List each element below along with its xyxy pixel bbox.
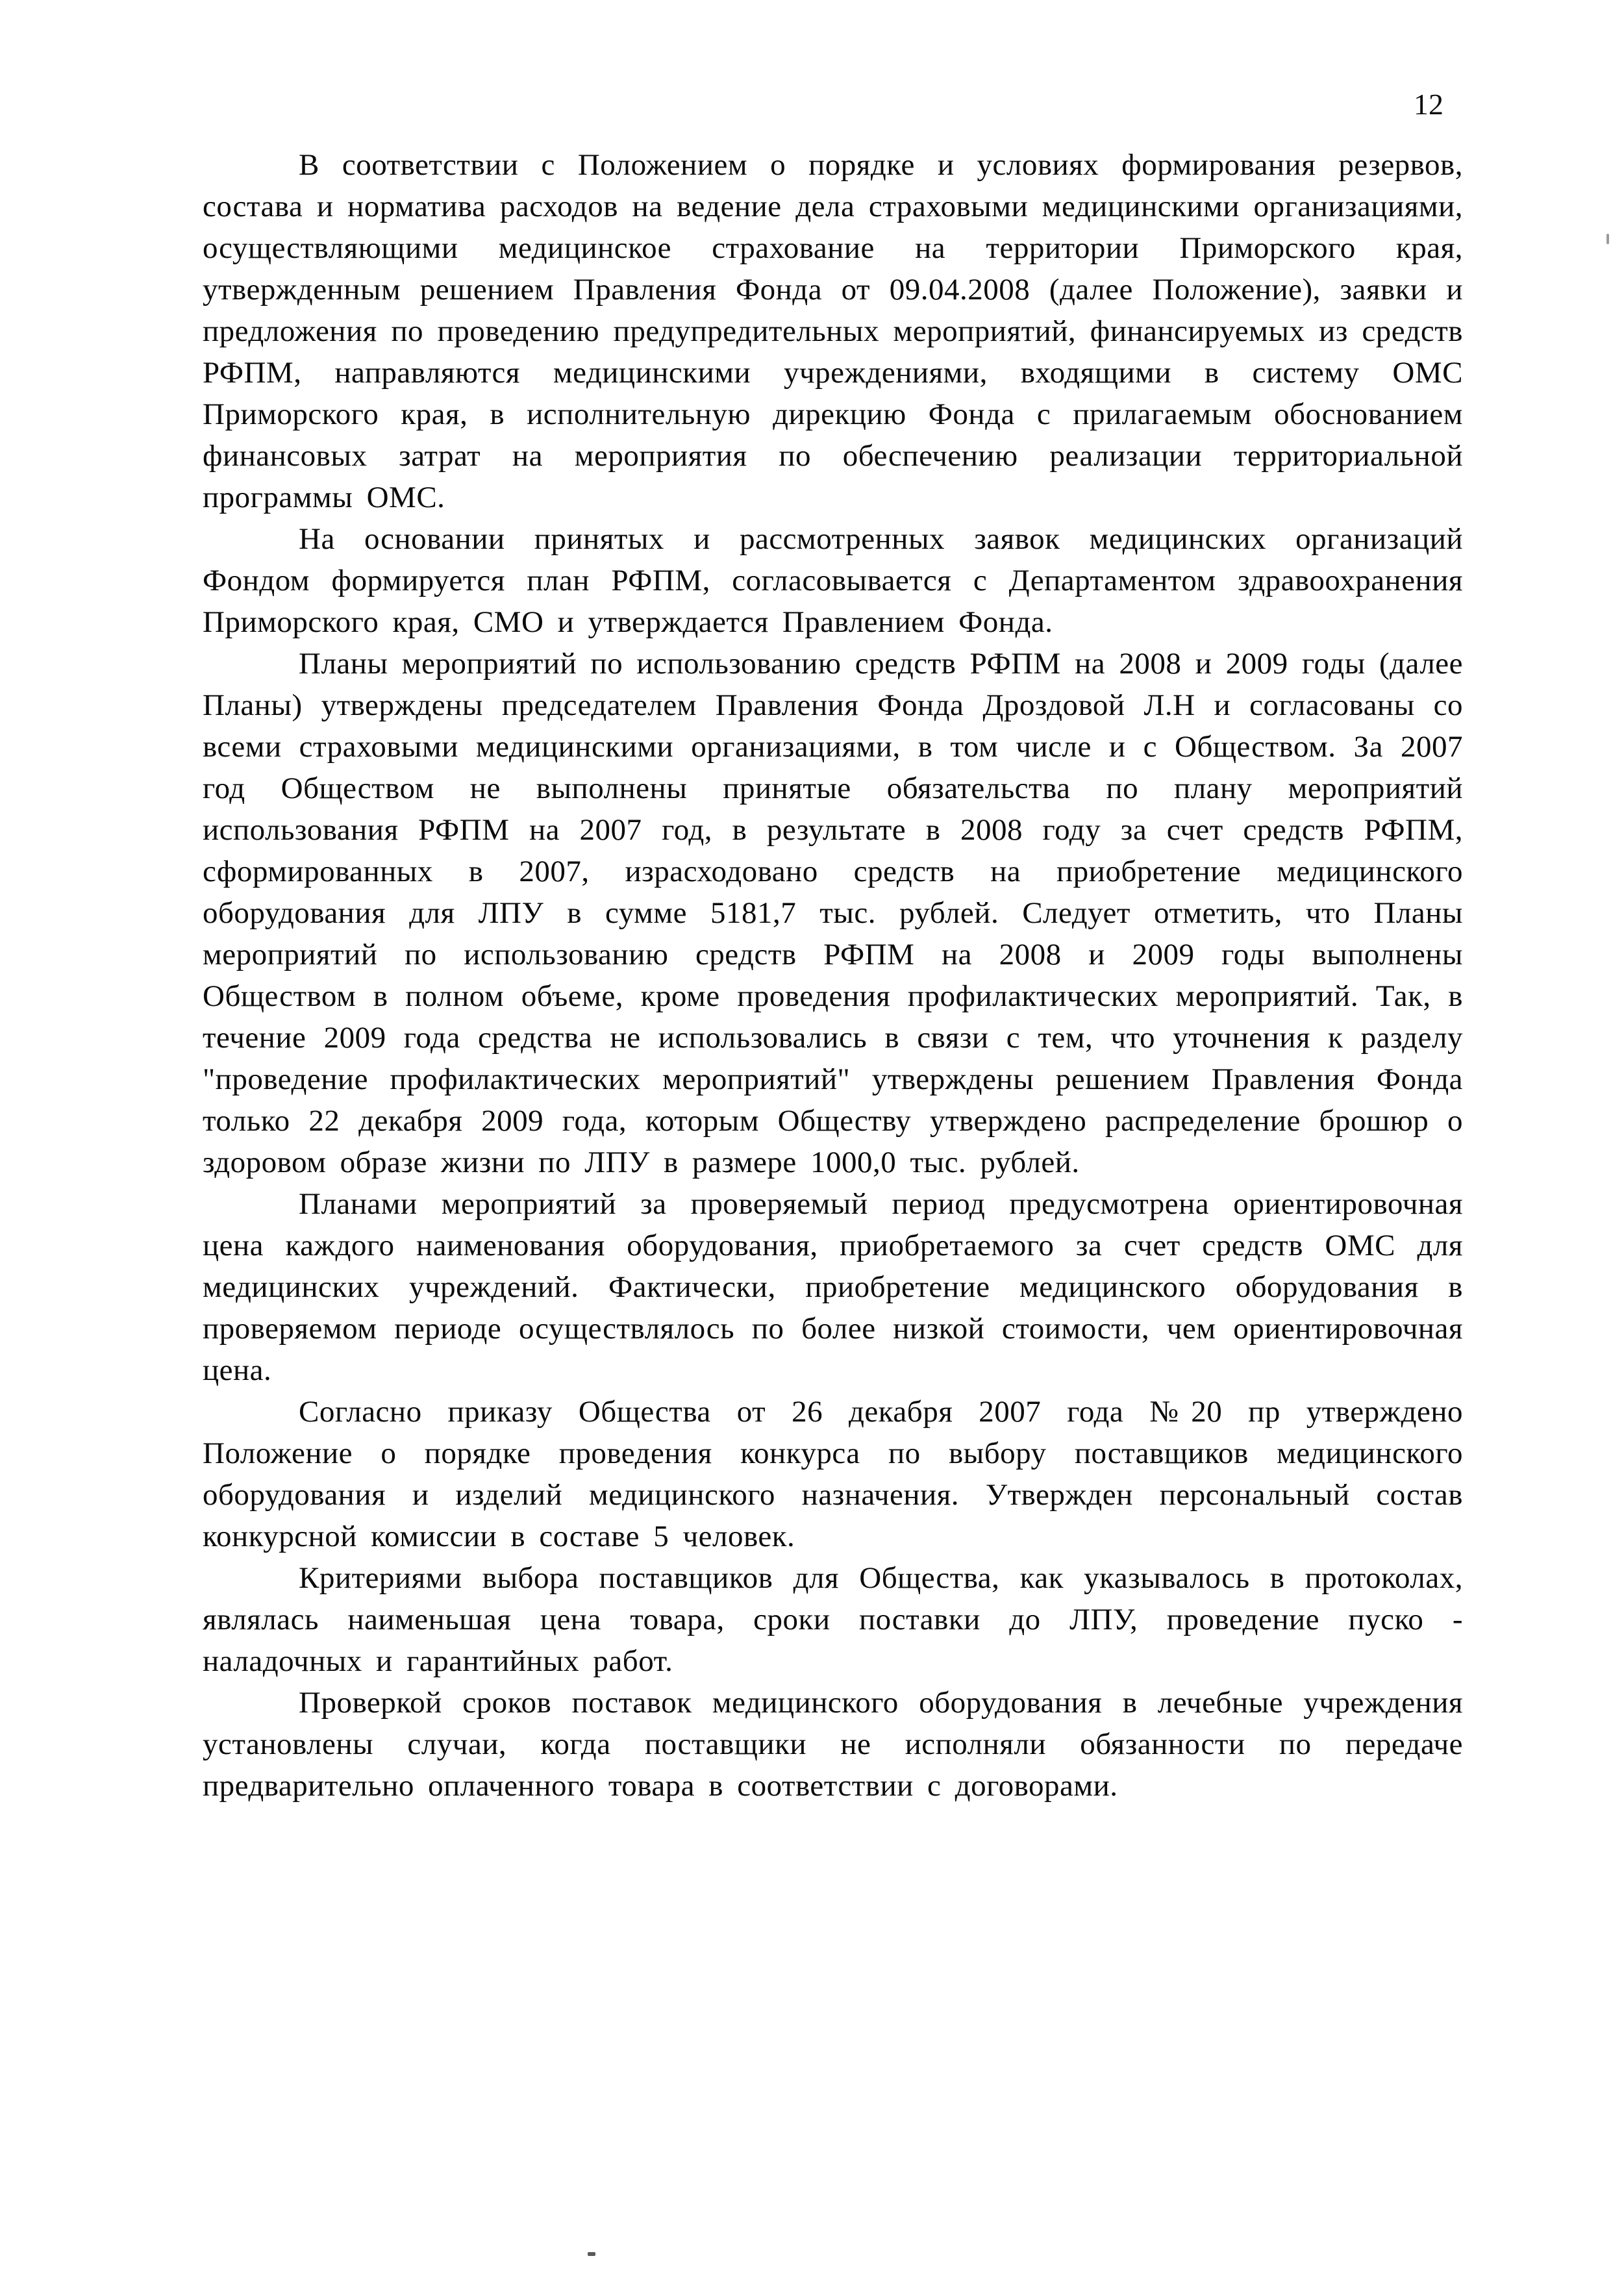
document-body [203,144,1463,1807]
scan-artifact-speck [588,2252,595,2256]
paragraph-estimated-price: Планами мероприятий за проверяемый период предусмотрена ориентировочная цена каждого наименования оборудования, приобретаемого за счет средств ОМС для медицинских учреждений. Фактически, приобретение медицинского оборудования в проверяемом периоде осуществлялось по более низкой стоимости, чем ориентировочная цена. [203,1187,1463,1387]
paragraph-plans-2008-2009: Планы мероприятий по использованию средств РФПМ на 2008 и 2009 годы (далее Планы) утверждены председателем Правления Фонда Дроздовой Л.Н и согласованы со всеми страховыми медицинскими организациями, в том числе и с Обществом. За 2007 год Обществом не выполнены принятые обязательства по плану мероприятий использования РФПМ на 2007 год, в результате в 2008 году за счет средств РФПМ, сформированных в 2007, израсходовано средств на приобретение медицинского оборудования для ЛПУ в сумме 5181,7 тыс. рублей. Следует отметить, что Планы мероприятий по использованию средств РФПМ на 2008 и 2009 годы выполнены Обществом в полном объеме, кроме проведения профилактических мероприятий. Так, в течение 2009 года средства не использовались в связи с тем, что уточнения к разделу "проведение профилактических мероприятий" утверждены решением Правления Фонда только 22 декабря 2009 года, которым Обществу утверждено распределение брошюр о здоровом образе жизни по ЛПУ в размере 1000,0 тыс. рублей. [203,647,1463,1179]
page-number: 12 [1414,88,1443,121]
paragraph-intro-regulation: В соответствии с Положением о порядке и условиях формирования резервов, состава и норматива расходов на ведение дела страховыми медицинскими организациями, осуществляющими медицинское страхование на территории Приморского края, утвержденным решением Правления Фонда от 09.04.2008 (далее Положение), заявки и предложения по проведению предупредительных мероприятий, финансируемых из средств РФПМ, направляются медицинскими учреждениями, входящими в систему ОМС Приморского края, в исполнительную дирекцию Фонда с прилагаемым обоснованием финансовых затрат на мероприятия по обеспечению реализации территориальной программы ОМС. [203,148,1463,514]
paragraph-order-no20: Согласно приказу Общества от 26 декабря 2007 года №20 пр утверждено Положение о порядке проведения конкурса по выбору поставщиков медицинского оборудования и изделий медицинского назначения. Утвержден персональный состав конкурсной комиссии в составе 5 человек. [203,1395,1463,1553]
scan-artifact-speck [1606,234,1609,244]
paragraph-plan-formation: На основании принятых и рассмотренных заявок медицинских организаций Фондом формируется план РФПМ, согласовывается с Департаментом здравоохранения Приморского края, СМО и утверждается Правлением Фонда. [203,522,1463,639]
paragraph-supplier-criteria: Критериями выбора поставщиков для Общества, как указывалось в протоколах, являлась наименьшая цена товара, сроки поставки до ЛПУ, проведение пуско - наладочных и гарантийных работ. [203,1561,1463,1678]
paragraph-delivery-check: Проверкой сроков поставок медицинского оборудования в лечебные учреждения установлены случаи, когда поставщики не исполняли обязанности по передаче предварительно оплаченного товара в соответствии с договорами. [203,1686,1463,1803]
